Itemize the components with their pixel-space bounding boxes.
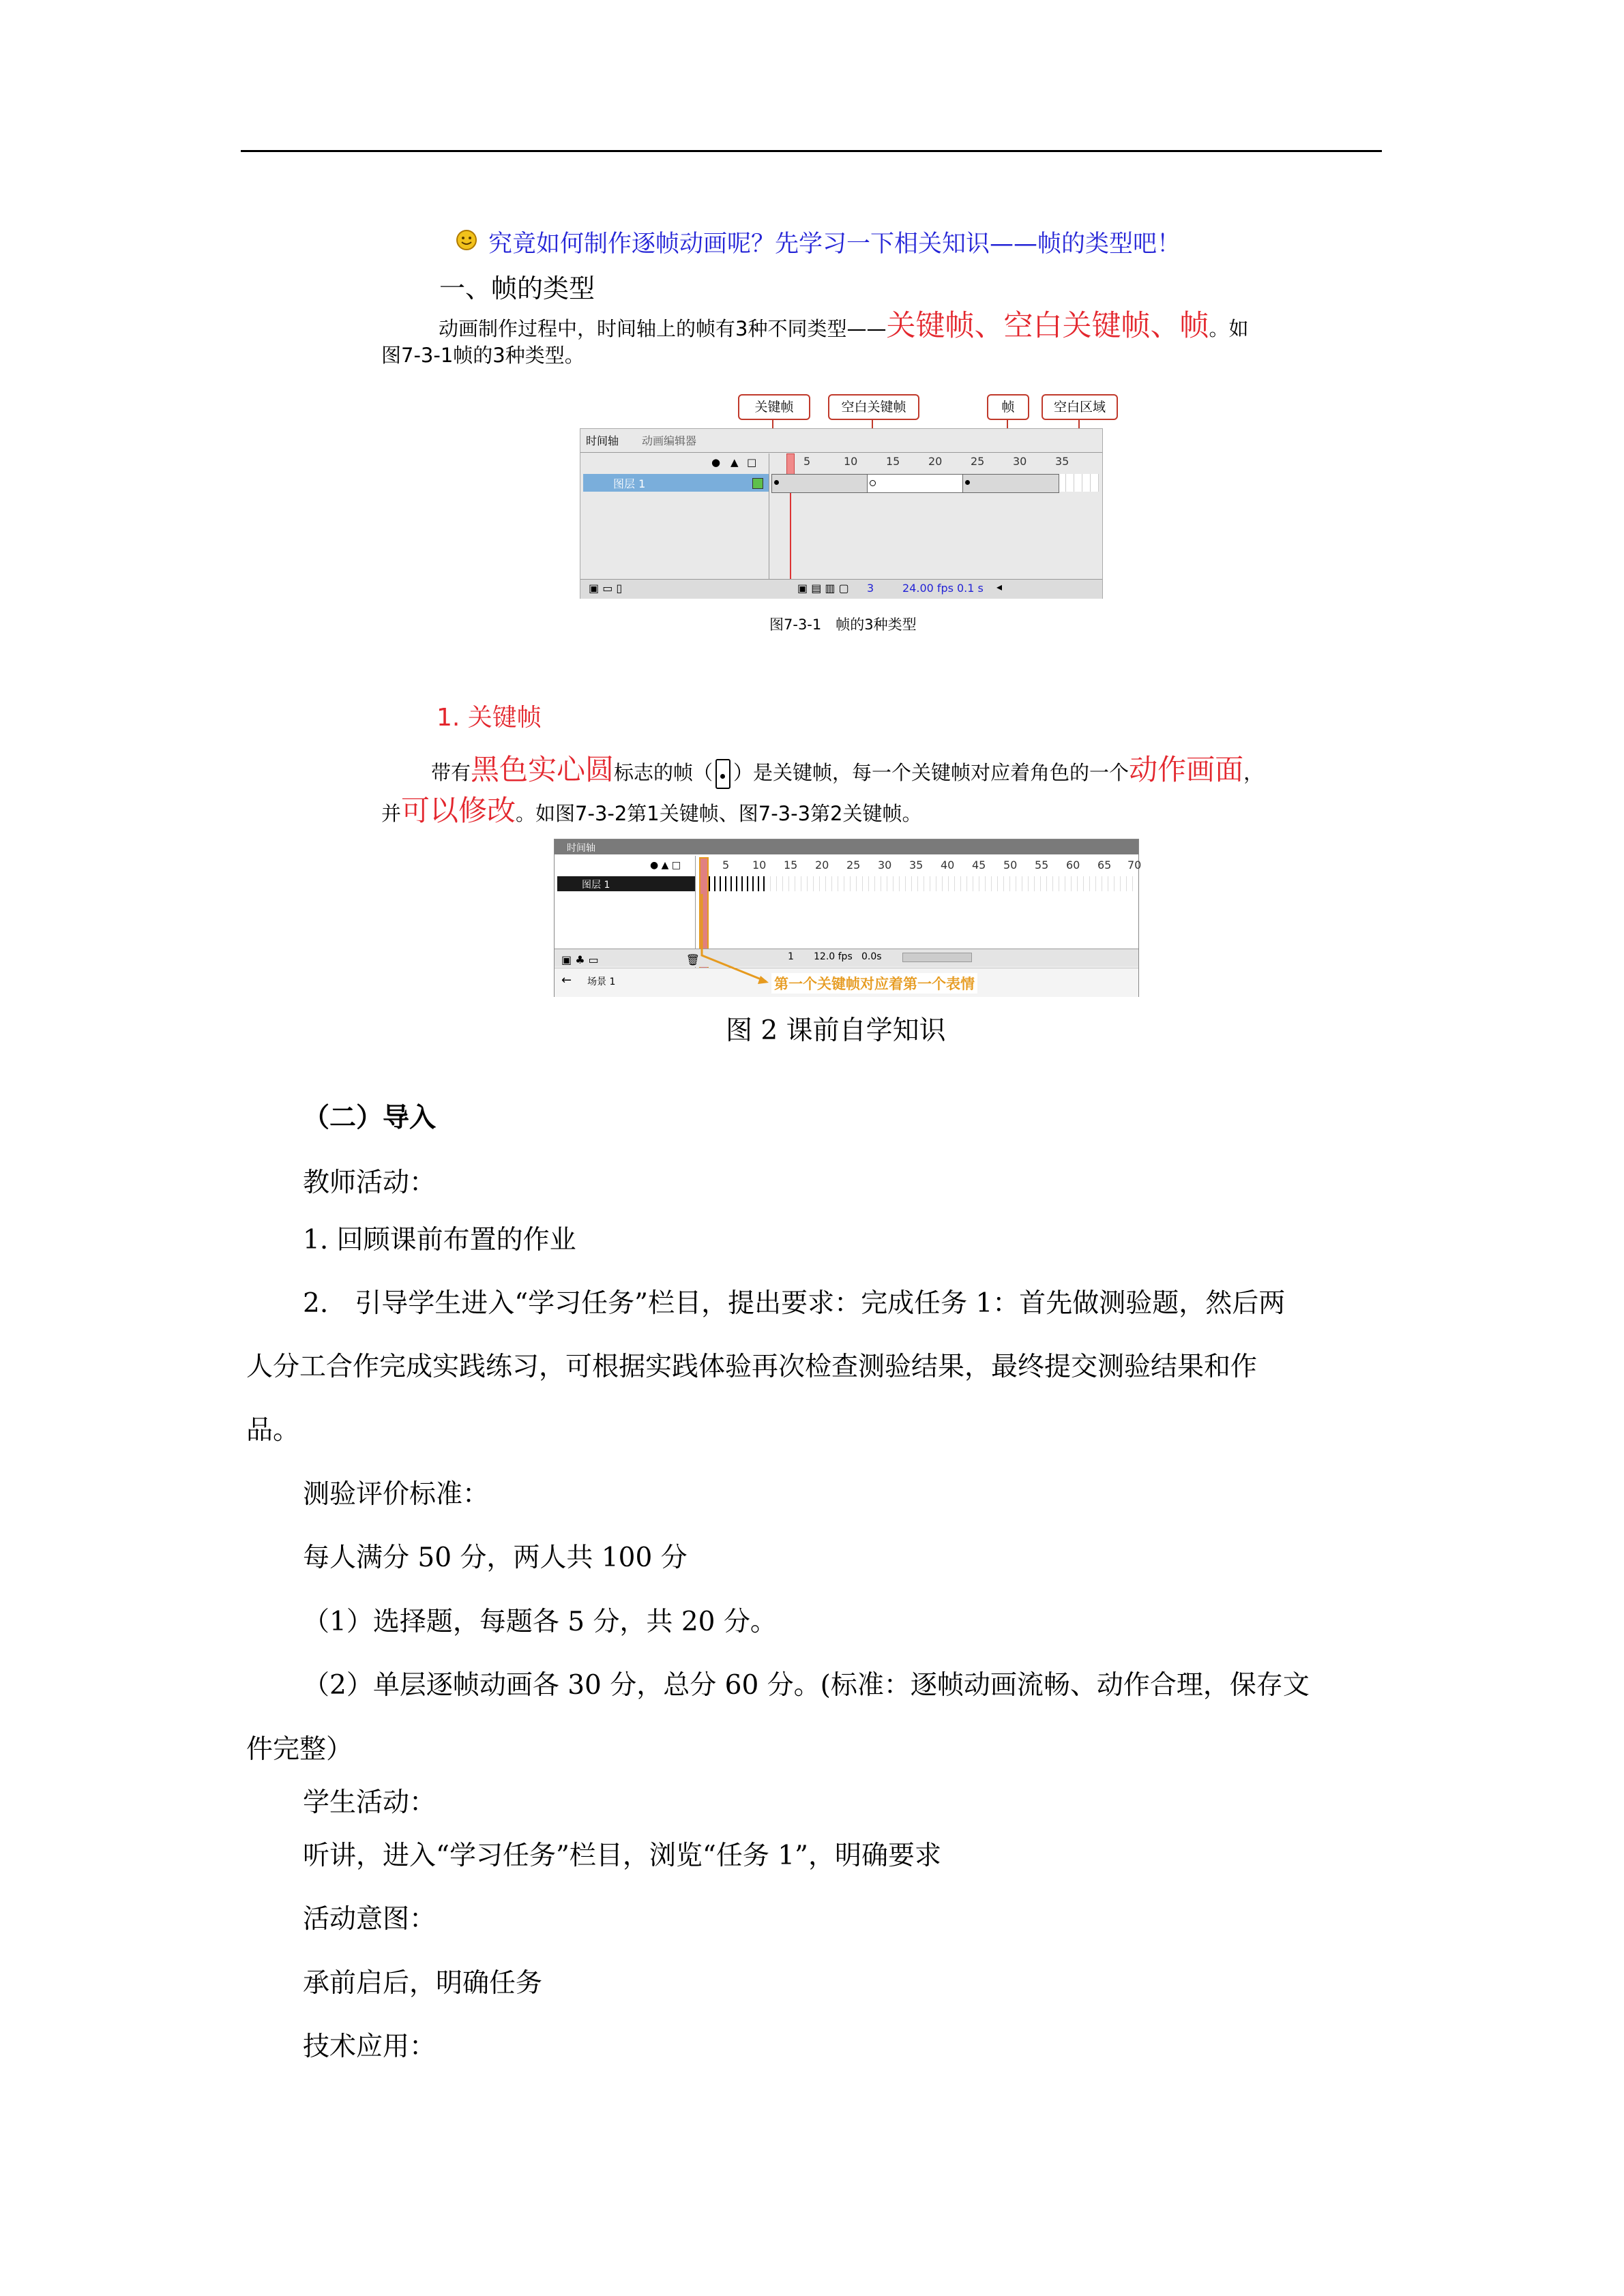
frame-dot bbox=[965, 480, 970, 485]
tab-timeline: 时间轴 bbox=[586, 434, 619, 447]
tick-label: 25 bbox=[971, 455, 985, 468]
time-readout: 0.0s bbox=[861, 951, 882, 962]
layer-color-icon bbox=[752, 478, 763, 489]
para-text: 动画制作过程中，时间轴上的帧有3种不同类型—— bbox=[439, 317, 887, 340]
eye-icon: ● bbox=[711, 456, 721, 468]
callout-frame: 帧 bbox=[987, 394, 1029, 420]
tick-label: 35 bbox=[1055, 455, 1069, 468]
para-highlight: 可以修改 bbox=[401, 794, 516, 827]
current-frame: 1 bbox=[788, 951, 794, 962]
keyframe-heading: 1. 关键帧 bbox=[437, 704, 542, 732]
tab-divider bbox=[580, 452, 1102, 453]
keyframe-symbol-icon bbox=[715, 759, 730, 789]
scroll-left-icon[interactable]: ◂ bbox=[996, 580, 1003, 593]
tick-label: 5 bbox=[722, 859, 730, 871]
student-activity-text: 听讲，进入“学习任务”栏目，浏览“任务 1”，明确要求 bbox=[303, 1840, 941, 1871]
callout-blank-area: 空白区域 bbox=[1042, 394, 1118, 420]
para-highlight: 关键帧、空白关键帧、帧 bbox=[886, 309, 1209, 343]
tick-label: 5 bbox=[803, 455, 811, 468]
teacher-item-2-line1: 2. 引导学生进入“学习任务”栏目，提出要求：完成任务 1：首先做测验题，然后两 bbox=[303, 1288, 1286, 1319]
tick-label: 25 bbox=[846, 859, 861, 871]
lock-icon: ▲ bbox=[730, 456, 739, 468]
panel-titlebar bbox=[555, 839, 1138, 854]
keyframe-span bbox=[703, 876, 765, 891]
tick-label: 65 bbox=[1097, 859, 1112, 871]
teacher-activity-label: 教师活动： bbox=[303, 1167, 437, 1198]
eye-icon: ● ▲ □ bbox=[650, 860, 681, 871]
keyframe-span bbox=[771, 474, 868, 493]
para-text: 带有 bbox=[431, 761, 471, 784]
onion-skin-icons[interactable]: ▣ ▤ ▥ ▢ bbox=[797, 582, 849, 595]
callout-keyframe: 关键帧 bbox=[738, 394, 810, 420]
tick-label: 15 bbox=[886, 455, 900, 468]
frame-types-paragraph-line1 bbox=[439, 303, 1248, 344]
section-heading-frame-types: 一、帧的类型 bbox=[439, 273, 595, 303]
layer-row[interactable] bbox=[557, 876, 695, 891]
para-text: 并 bbox=[381, 802, 402, 825]
para-text: ， bbox=[1243, 761, 1264, 784]
teacher-item-1: 1. 回顾课前布置的作业 bbox=[303, 1225, 576, 1255]
keyframe-paragraph-line2 bbox=[381, 788, 922, 829]
intro-sentence: 究竟如何制作逐帧动画呢？先学习一下相关知识——帧的类型吧！ bbox=[488, 230, 1181, 258]
layer-name: 图层 1 bbox=[582, 880, 610, 891]
criteria-item-2-line2: 件完整） bbox=[246, 1734, 353, 1765]
tick-label: 20 bbox=[815, 859, 829, 871]
frame-types-paragraph-line2: 图7-3-1帧的3种类型。 bbox=[381, 344, 585, 367]
layer-name: 图层 1 bbox=[613, 477, 646, 490]
outline-icon: □ bbox=[747, 456, 757, 468]
section-heading-import: （二）导入 bbox=[303, 1102, 437, 1133]
tab-motion-editor: 动画编辑器 bbox=[642, 434, 697, 447]
criteria-total: 每人满分 50 分，两人共 100 分 bbox=[303, 1542, 688, 1573]
frame-strip bbox=[703, 876, 1137, 891]
tick-label: 55 bbox=[1035, 859, 1049, 871]
tick-label: 10 bbox=[752, 859, 767, 871]
time-readout: 0.1 s bbox=[957, 582, 984, 595]
figure2-caption: 图 2 课前自学知识 bbox=[726, 1015, 946, 1046]
header-rule bbox=[241, 150, 1382, 152]
layer-tools-icons[interactable]: ▣ ♣ ▭ 🗑 bbox=[561, 953, 700, 966]
smiley-icon bbox=[456, 229, 477, 251]
blank-keyframe-span bbox=[867, 474, 964, 493]
para-text: 。如 bbox=[1209, 317, 1249, 340]
tick-label: 30 bbox=[878, 859, 892, 871]
criteria-item-1: （1）选择题，每题各 5 分，共 20 分。 bbox=[303, 1607, 777, 1637]
tick-label: 60 bbox=[1066, 859, 1080, 871]
keyframe-dot bbox=[774, 480, 779, 485]
panel-title: 时间轴 bbox=[567, 843, 595, 854]
tick-label: 45 bbox=[972, 859, 986, 871]
callout-blank-keyframe: 空白关键帧 bbox=[828, 394, 919, 420]
para-text: 标志的帧（ bbox=[614, 761, 713, 784]
timeline-figure-2 bbox=[554, 839, 1142, 997]
tick-label: 40 bbox=[941, 859, 955, 871]
annotation-arrow bbox=[698, 894, 780, 989]
tech-application-label: 技术应用： bbox=[303, 2031, 437, 2062]
para-text: ）是关键帧，每一个关键帧对应着角色的一个 bbox=[733, 761, 1130, 784]
criteria-label: 测验评价标准： bbox=[303, 1479, 490, 1510]
fps-readout: 12.0 fps bbox=[814, 951, 853, 962]
criteria-item-2-line1: （2）单层逐帧动画各 30 分，总分 60 分。(标准：逐帧动画流畅、动作合理，保存文 bbox=[303, 1670, 1310, 1701]
tick-label: 50 bbox=[1003, 859, 1018, 871]
intent-text: 承前启后，明确任务 bbox=[303, 1968, 543, 1999]
student-activity-label: 学生活动： bbox=[303, 1787, 437, 1818]
figure1-caption: 图7-3-1 帧的3种类型 bbox=[769, 616, 917, 633]
teacher-item-2-line3: 品。 bbox=[246, 1415, 300, 1446]
tick-label: 20 bbox=[928, 455, 943, 468]
timeline-figure-1 bbox=[580, 428, 1103, 599]
tick-label: 35 bbox=[909, 859, 924, 871]
scene-label: 场景 1 bbox=[587, 976, 616, 987]
tick-label: 10 bbox=[844, 455, 858, 468]
fps-readout: 24.00 fps bbox=[902, 582, 954, 595]
playhead bbox=[786, 453, 795, 475]
back-arrow-icon[interactable]: ← bbox=[561, 973, 572, 987]
current-frame: 3 bbox=[867, 582, 874, 595]
tick-label: 70 bbox=[1127, 859, 1142, 871]
new-layer-icon[interactable]: ▣ ▭ ▯ bbox=[589, 582, 623, 595]
intent-label: 活动意图： bbox=[303, 1904, 437, 1935]
teacher-item-2-line2: 人分工合作完成实践练习，可根据实践体验再次检查测验结果，最终提交测验结果和作 bbox=[246, 1352, 1258, 1382]
keyframe-paragraph-line1 bbox=[431, 747, 1263, 789]
tick-label: 15 bbox=[784, 859, 798, 871]
para-highlight: 动作画面 bbox=[1129, 753, 1244, 786]
timeline-scrollbar[interactable] bbox=[902, 953, 972, 962]
para-highlight: 黑色实心圆 bbox=[471, 753, 615, 786]
layer-row[interactable] bbox=[583, 474, 769, 492]
blank-keyframe-dot bbox=[870, 480, 876, 486]
tick-label: 30 bbox=[1013, 455, 1027, 468]
frame-span bbox=[962, 474, 1059, 493]
annotation-label: 第一个关键帧对应着第一个表情 bbox=[771, 973, 977, 994]
para-text: 。如图7-3-2第1关键帧、图7-3-3第2关键帧。 bbox=[516, 802, 922, 825]
